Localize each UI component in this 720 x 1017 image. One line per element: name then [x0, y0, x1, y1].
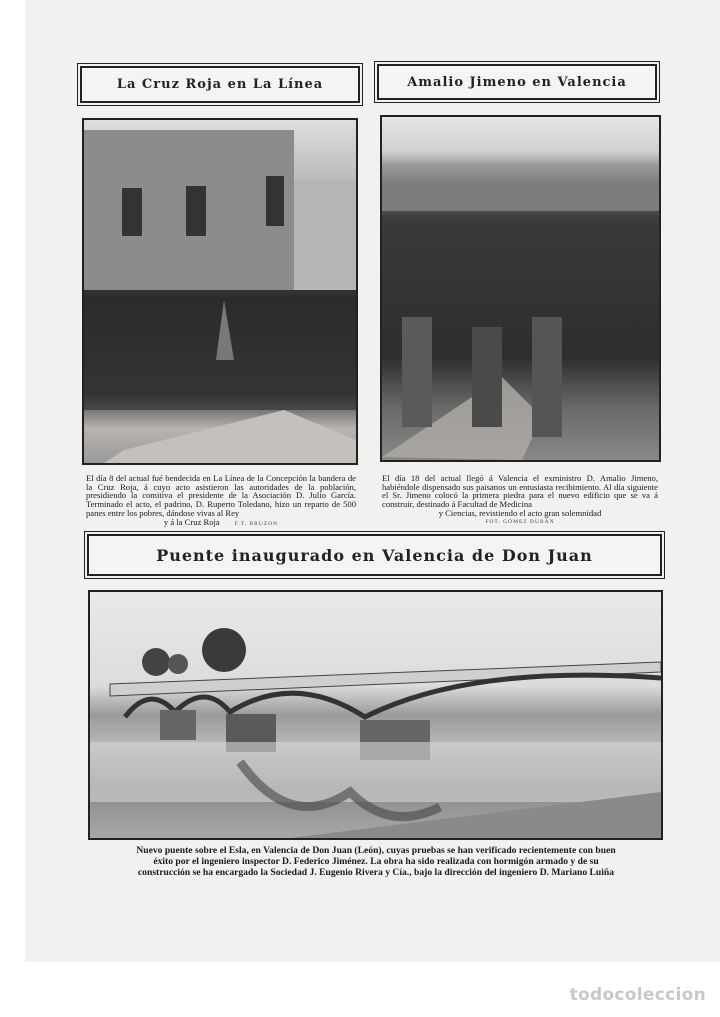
watermark-logo: todocoleccion — [569, 985, 706, 1005]
caption-text: y á la Cruz Roja — [163, 516, 220, 527]
photo-credit: FOT. GÓMEZ DURÁN — [485, 518, 555, 525]
caption-text: éxito por el ingeniero inspector D. Federico Jiménez. La obra ha sido realizada con hormigón armado y de su — [153, 856, 599, 867]
bridge-illustration — [90, 592, 661, 838]
photo-crowd-la-linea — [82, 118, 358, 465]
heading-cruz-roja — [80, 66, 360, 103]
caption-text: Nuevo puente sobre el Esla, en Valencia de Don Juan (León), cuyas pruebas se han verificado recientemente con buen — [136, 845, 616, 856]
heading-text: Puente inaugurado en Valencia de Don Juan — [156, 545, 593, 565]
building-illustration — [84, 120, 356, 463]
crowd-illustration — [382, 117, 659, 460]
caption-text: construcción se ha encargado la Sociedad J. Eugenio Rivera y Cía., bajo la dirección del ingeniero D. Mariano Luiña — [137, 867, 615, 878]
photo-bridge — [88, 590, 663, 840]
caption-text: y Ciencias, revistiendo el acto gran solemnidad — [438, 507, 602, 518]
caption-text: El día 8 del actual fué bendecida en La Línea de la Concepción la bandera de la Cruz Roja, á cuyo acto asistieron las autoridades de la población, presidiendo la comitiva el presidente de la Asociación D. Julio García. Terminado el acto, el padrino, D. Ruperto Toledano, hizo un reparto de 500 panes entre los pobres, dándose vivas al Rey — [86, 473, 356, 518]
heading-text: La Cruz Roja en La Línea — [116, 77, 324, 92]
heading-puente — [87, 534, 662, 576]
caption-cruz-roja — [86, 474, 356, 528]
photo-ceremony-valencia — [380, 115, 661, 462]
heading-amalio-jimeno — [377, 64, 657, 100]
caption-puente — [84, 845, 668, 878]
caption-text: El día 18 del actual llegó á Valencia el exministro D. Amalio Jimeno, habiéndole dispensado sus paisanos un entusiasta recibimiento. Al día siguiente el Sr. Jimeno colocó la primera piedra para el nuevo edificio que se va á construir, destinado á Facultad de Medicina — [382, 473, 658, 510]
photo-credit: F.T. BRUZON — [234, 520, 279, 527]
caption-amalio-jimeno — [382, 474, 658, 526]
heading-text: Amalio Jimeno en Valencia — [407, 74, 627, 90]
